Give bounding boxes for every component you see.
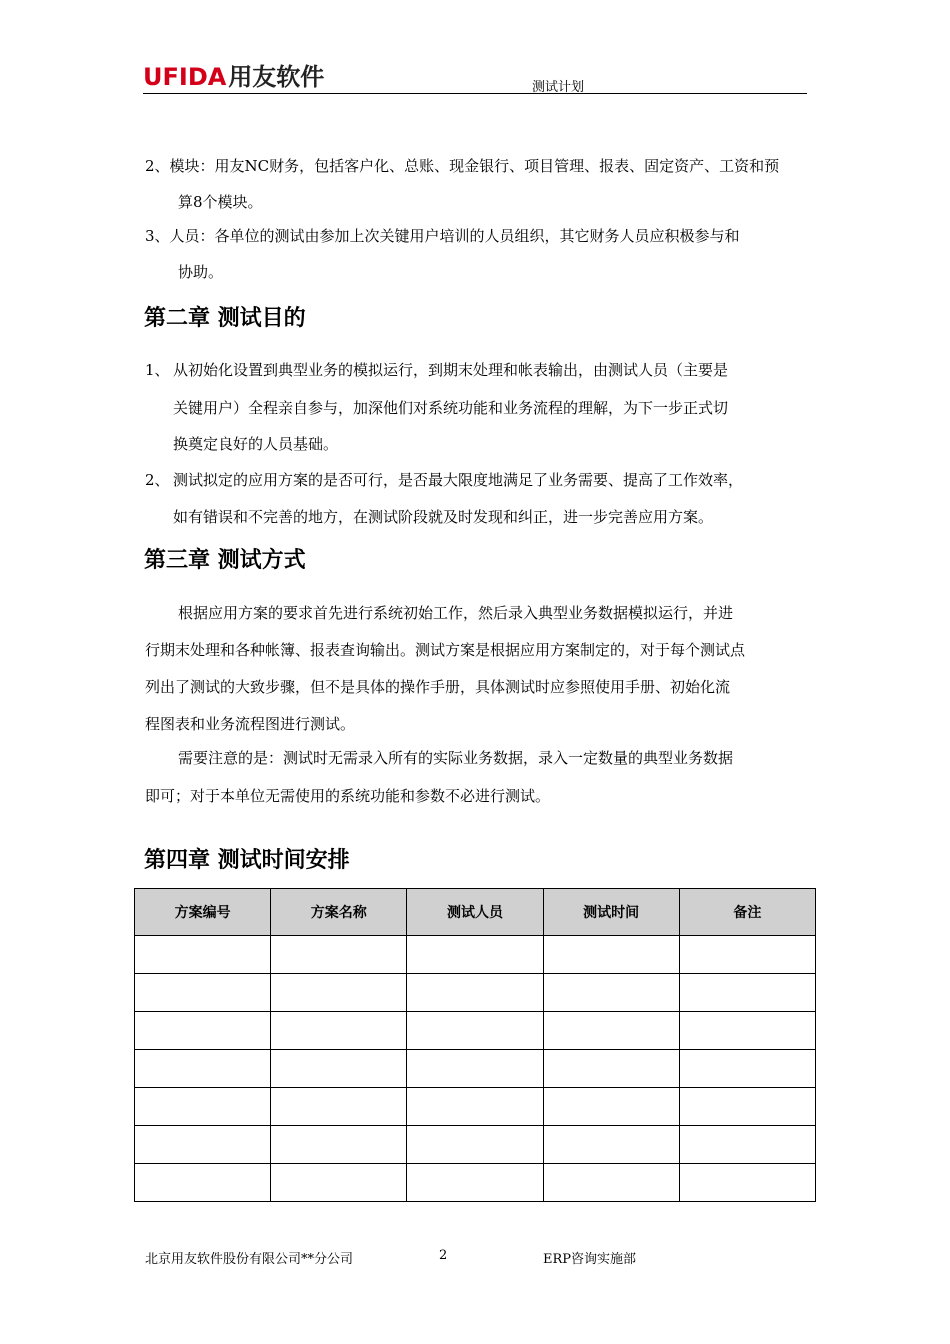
table-cell bbox=[135, 974, 271, 1012]
table-cell bbox=[135, 936, 271, 974]
chapter3-heading: 第三章 测试方式 bbox=[144, 548, 306, 573]
table-cell bbox=[407, 1164, 543, 1202]
chapter3-p1-line4: 程图表和业务流程图进行测试。 bbox=[145, 715, 356, 733]
col-header-scheme-number: 方案编号 bbox=[135, 889, 271, 936]
header-doc-title: 测试计划 bbox=[532, 80, 585, 95]
table-row bbox=[135, 1164, 816, 1202]
table-cell bbox=[543, 1126, 679, 1164]
chapter4-heading: 第四章 测试时间安排 bbox=[144, 848, 350, 873]
logo-chinese-text: 用友软件 bbox=[228, 63, 325, 91]
chapter2-item1-number: 1、 bbox=[145, 361, 170, 379]
table-cell bbox=[271, 974, 407, 1012]
col-header-test-time: 测试时间 bbox=[543, 889, 679, 936]
chapter2-item1-line3: 换奠定良好的人员基础。 bbox=[173, 435, 339, 453]
intro-item2-line1: 2、模块：用友NC财务，包括客户化、总账、现金银行、项目管理、报表、固定资产、工资和预 bbox=[145, 157, 780, 175]
chapter3-p1-line1: 根据应用方案的要求首先进行系统初始工作，然后录入典型业务数据模拟运行，并进 bbox=[178, 604, 734, 622]
table-cell bbox=[407, 936, 543, 974]
footer-company: 北京用友软件股份有限公司**分公司 bbox=[145, 1252, 354, 1267]
schedule-table bbox=[134, 888, 816, 1202]
table-cell bbox=[271, 1012, 407, 1050]
table-cell bbox=[407, 1012, 543, 1050]
table-cell bbox=[271, 1164, 407, 1202]
table-row bbox=[135, 1012, 816, 1050]
table-cell bbox=[543, 1164, 679, 1202]
table-row bbox=[135, 974, 816, 1012]
ufida-logo bbox=[143, 62, 324, 92]
intro-item3-line1: 3、人员：各单位的测试由参加上次关键用户培训的人员组织，其它财务人员应积极参与和 bbox=[145, 227, 740, 245]
table-cell bbox=[407, 1088, 543, 1126]
intro-item2-line2: 算8个模块。 bbox=[178, 193, 263, 211]
table-cell bbox=[679, 1012, 815, 1050]
table-row bbox=[135, 1050, 816, 1088]
table-cell bbox=[679, 974, 815, 1012]
chapter2-heading: 第二章 测试目的 bbox=[144, 306, 306, 331]
chapter2-item2-line2: 如有错误和不完善的地方，在测试阶段就及时发现和纠正，进一步完善应用方案。 bbox=[173, 508, 714, 526]
table-cell bbox=[407, 1050, 543, 1088]
table-cell bbox=[407, 1126, 543, 1164]
table-cell bbox=[679, 1050, 815, 1088]
table-cell bbox=[135, 1050, 271, 1088]
table-cell bbox=[679, 1164, 815, 1202]
table-cell bbox=[135, 1088, 271, 1126]
table-cell bbox=[271, 1126, 407, 1164]
table-cell bbox=[135, 1012, 271, 1050]
table-cell bbox=[407, 974, 543, 1012]
chapter2-item2-line1: 测试拟定的应用方案的是否可行，是否最大限度地满足了业务需要、提高了工作效率， bbox=[173, 471, 744, 489]
table-cell bbox=[543, 936, 679, 974]
table-cell bbox=[679, 936, 815, 974]
table-cell bbox=[543, 1012, 679, 1050]
chapter2-item2-number: 2、 bbox=[145, 471, 170, 489]
table-cell bbox=[271, 1088, 407, 1126]
chapter3-p2-line2: 即可；对于本单位无需使用的系统功能和参数不必进行测试。 bbox=[145, 787, 551, 805]
table-row bbox=[135, 936, 816, 974]
table-cell bbox=[543, 1050, 679, 1088]
table-cell bbox=[135, 1126, 271, 1164]
chapter2-item1-line2: 关键用户）全程亲自参与，加深他们对系统功能和业务流程的理解，为下一步正式切 bbox=[173, 399, 729, 417]
table-cell bbox=[543, 1088, 679, 1126]
col-header-tester: 测试人员 bbox=[407, 889, 543, 936]
footer-page-number: 2 bbox=[439, 1248, 448, 1263]
intro-item3-line2: 协助。 bbox=[178, 263, 224, 281]
table-cell bbox=[543, 974, 679, 1012]
chapter3-p1-line2: 行期末处理和各种帐簿、报表查询输出。测试方案是根据应用方案制定的，对于每个测试点 bbox=[145, 641, 746, 659]
table-cell bbox=[271, 1050, 407, 1088]
table-cell bbox=[271, 936, 407, 974]
table-cell bbox=[679, 1126, 815, 1164]
col-header-scheme-name: 方案名称 bbox=[271, 889, 407, 936]
col-header-remarks: 备注 bbox=[679, 889, 815, 936]
logo-latin-text: UFIDA bbox=[143, 63, 227, 91]
footer-department: ERP咨询实施部 bbox=[543, 1252, 637, 1267]
header-rule bbox=[143, 93, 807, 94]
chapter2-item1-line1: 从初始化设置到典型业务的模拟运行，到期末处理和帐表输出，由测试人员（主要是 bbox=[173, 361, 729, 379]
table-row bbox=[135, 1088, 816, 1126]
chapter3-p1-line3: 列出了测试的大致步骤，但不是具体的操作手册，具体测试时应参照使用手册、初始化流 bbox=[145, 678, 731, 696]
schedule-table-header-row bbox=[135, 889, 816, 936]
table-row bbox=[135, 1126, 816, 1164]
table-cell bbox=[679, 1088, 815, 1126]
chapter3-p2-line1: 需要注意的是：测试时无需录入所有的实际业务数据，录入一定数量的典型业务数据 bbox=[178, 749, 734, 767]
table-cell bbox=[135, 1164, 271, 1202]
